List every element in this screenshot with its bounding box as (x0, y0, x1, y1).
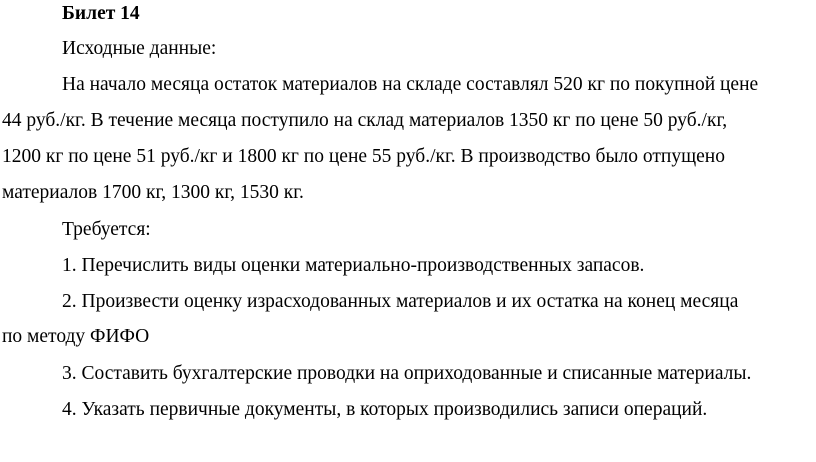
initial-data-line-2: 44 руб./кг. В течение месяца поступило на склад материалов 1350 кг по цене 50 руб./кг, (2, 110, 728, 131)
ticket-title: Билет 14 (62, 3, 140, 24)
requirements-heading: Требуется: (62, 219, 151, 240)
initial-data-line-4: материалов 1700 кг, 1300 кг, 1530 кг. (2, 182, 304, 203)
initial-data-line-1: На начало месяца остаток материалов на складе составлял 520 кг по покупной цене (62, 74, 759, 95)
requirement-item-4: 4. Указать первичные документы, в которых производились записи операций. (62, 399, 708, 420)
requirement-item-1: 1. Перечислить виды оценки материально-производственных запасов. (62, 255, 645, 276)
requirement-item-2-line-1: 2. Произвести оценку израсходованных материалов и их остатка на конец месяца (62, 291, 739, 312)
initial-data-line-3: 1200 кг по цене 51 руб./кг и 1800 кг по цене 55 руб./кг. В производство было отпущено (2, 146, 725, 167)
requirement-item-2-line-2: по методу ФИФО (2, 326, 150, 347)
initial-data-heading: Исходные данные: (62, 38, 217, 59)
requirement-item-3: 3. Составить бухгалтерские проводки на оприходованные и списанные материалы. (62, 363, 752, 384)
